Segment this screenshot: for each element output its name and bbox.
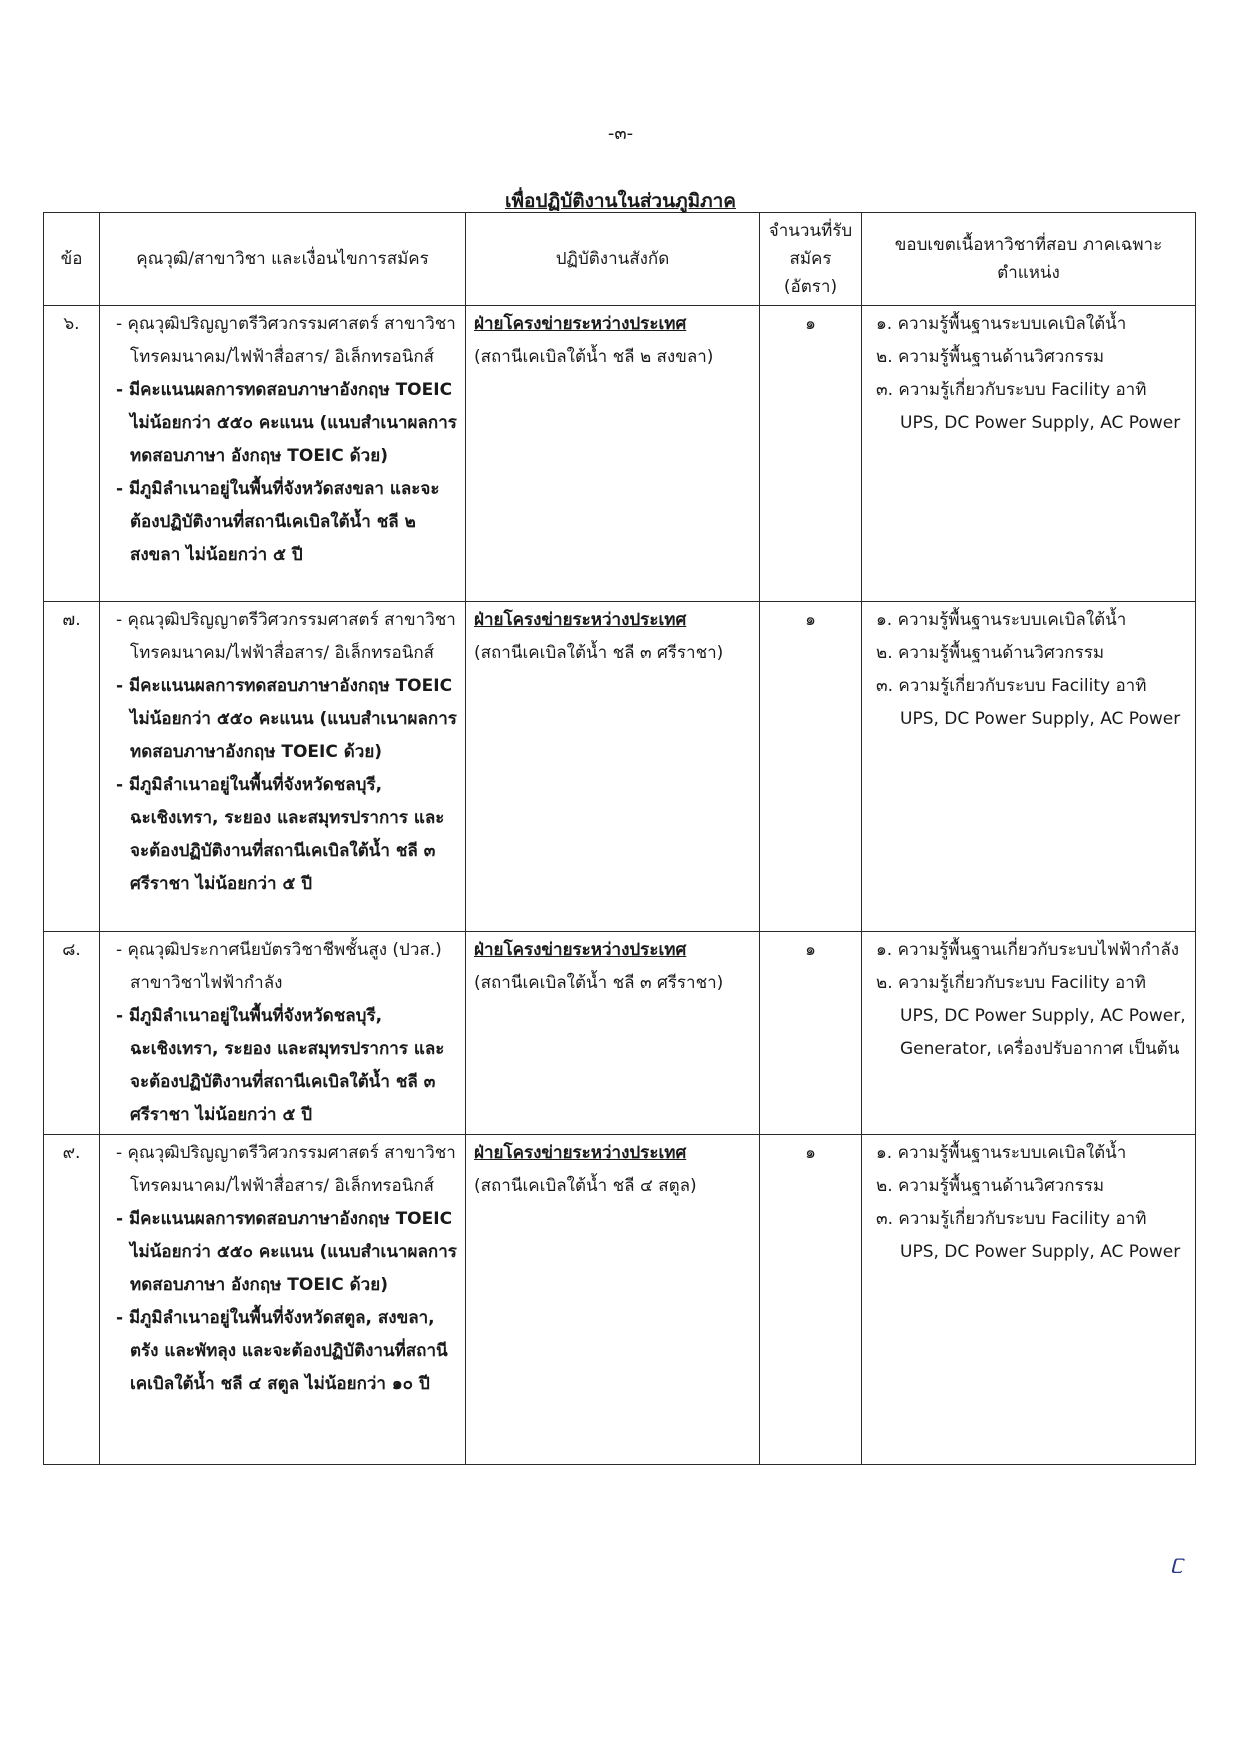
position-count: ๑ — [760, 932, 862, 1135]
requirement-item: - มีคะแนนผลการทดสอบภาษาอังกฤษ TOEIC ไม่น้อยกว่า ๕๕๐ คะแนน (แนบสำเนาผลการทดสอบภาษา อังกฤษ TOEIC ด้วย) — [116, 1209, 457, 1295]
unit-name: ฝ่ายโครงข่ายระหว่างประเทศ — [474, 940, 687, 960]
requirement-item: - คุณวุฒิประกาศนียบัตรวิชาชีพชั้นสูง (ปวส.) สาขาวิชาไฟฟ้ากำลัง — [116, 940, 442, 993]
unit-cell — [466, 932, 760, 1135]
scope-item: ๑. ความรู้พื้นฐานระบบเคเบิลใต้น้ำ — [876, 314, 1127, 334]
table-header-row — [44, 213, 1196, 306]
header-no: ข้อ — [44, 213, 100, 306]
requirements-cell — [100, 602, 466, 932]
requirement-item: - คุณวุฒิปริญญาตรีวิศวกรรมศาสตร์ สาขาวิชาโทรคมนาคม/ไฟฟ้าสื่อสาร/ อิเล็กทรอนิกส์ — [116, 610, 456, 663]
requirement-item: - คุณวุฒิปริญญาตรีวิศวกรรมศาสตร์ สาขาวิชาโทรคมนาคม/ไฟฟ้าสื่อสาร/ อิเล็กทรอนิกส์ — [116, 314, 456, 367]
scope-item: ๒. ความรู้พื้นฐานด้านวิศวกรรม — [876, 643, 1105, 663]
unit-cell — [466, 602, 760, 932]
position-count: ๑ — [760, 602, 862, 932]
positions-table — [43, 212, 1196, 1465]
station-name: (สถานีเคเบิลใต้น้ำ ชลี ๓ ศรีราชา) — [474, 973, 724, 993]
scope-item: ๓. ความรู้เกี่ยวกับระบบ Facility อาทิ UPS, DC Power Supply, AC Power — [876, 1209, 1181, 1262]
scope-item: ๑. ความรู้พื้นฐานระบบเคเบิลใต้น้ำ — [876, 610, 1127, 630]
requirement-item: - มีภูมิลำเนาอยู่ในพื้นที่จังหวัดชลบุรี, ฉะเชิงเทรา, ระยอง และสมุทรปราการ และจะต้องปฏิบัติงานที่สถานีเคเบิลใต้น้ำ ชลี ๓ ศรีราชา ไม่น้อยกว่า ๕ ปี — [116, 775, 445, 894]
row-number: ๗. — [44, 602, 100, 932]
unit-name: ฝ่ายโครงข่ายระหว่างประเทศ — [474, 1143, 687, 1163]
header-unit: ปฏิบัติงานสังกัด — [466, 213, 760, 306]
position-count: ๑ — [760, 306, 862, 602]
requirements-cell — [100, 1135, 466, 1465]
scope-item: ๑. ความรู้พื้นฐานระบบเคเบิลใต้น้ำ — [876, 1143, 1127, 1163]
station-name: (สถานีเคเบิลใต้น้ำ ชลี ๒ สงขลา) — [474, 347, 714, 367]
scope-item: ๒. ความรู้เกี่ยวกับระบบ Facility อาทิ UPS, DC Power Supply, AC Power, Generator, เครื่องปรับอากาศ เป็นต้น — [876, 973, 1186, 1059]
scope-cell — [862, 932, 1196, 1135]
signature-mark: ᥴ — [1170, 1550, 1183, 1580]
row-number: ๙. — [44, 1135, 100, 1465]
unit-cell — [466, 306, 760, 602]
unit-name: ฝ่ายโครงข่ายระหว่างประเทศ — [474, 610, 687, 630]
requirements-cell — [100, 306, 466, 602]
unit-cell — [466, 1135, 760, 1465]
header-qualification: คุณวุฒิ/สาขาวิชา และเงื่อนไขการสมัคร — [100, 213, 466, 306]
table-row — [44, 602, 1196, 932]
section-title: เพื่อปฏิบัติงานในส่วนภูมิภาค — [504, 190, 737, 212]
row-number: ๘. — [44, 932, 100, 1135]
scope-item: ๑. ความรู้พื้นฐานเกี่ยวกับระบบไฟฟ้ากำลัง — [876, 940, 1180, 960]
scope-item: ๒. ความรู้พื้นฐานด้านวิศวกรรม — [876, 1176, 1105, 1196]
station-name: (สถานีเคเบิลใต้น้ำ ชลี ๔ สตูล) — [474, 1176, 697, 1196]
page-number: -๓- — [607, 123, 634, 144]
requirement-item: - มีภูมิลำเนาอยู่ในพื้นที่จังหวัดสตูล, สงขลา, ตรัง และพัทลุง และจะต้องปฏิบัติงานที่สถานีเคเบิลใต้น้ำ ชลี ๔ สตูล ไม่น้อยกว่า ๑๐ ปี — [116, 1308, 448, 1394]
station-name: (สถานีเคเบิลใต้น้ำ ชลี ๓ ศรีราชา) — [474, 643, 724, 663]
row-number: ๖. — [44, 306, 100, 602]
table-row — [44, 306, 1196, 602]
scope-item: ๓. ความรู้เกี่ยวกับระบบ Facility อาทิ UPS, DC Power Supply, AC Power — [876, 380, 1181, 433]
requirement-item: - มีภูมิลำเนาอยู่ในพื้นที่จังหวัดชลบุรี, ฉะเชิงเทรา, ระยอง และสมุทรปราการ และจะต้องปฏิบัติงานที่สถานีเคเบิลใต้น้ำ ชลี ๓ ศรีราชา ไม่น้อยกว่า ๕ ปี — [116, 1006, 445, 1125]
scope-cell — [862, 306, 1196, 602]
scope-cell — [862, 1135, 1196, 1465]
scope-item: ๓. ความรู้เกี่ยวกับระบบ Facility อาทิ UPS, DC Power Supply, AC Power — [876, 676, 1181, 729]
requirement-item: - มีคะแนนผลการทดสอบภาษาอังกฤษ TOEIC ไม่น้อยกว่า ๕๕๐ คะแนน (แนบสำเนาผลการทดสอบภาษาอังกฤษ TOEIC ด้วย) — [116, 676, 457, 762]
requirement-item: - คุณวุฒิปริญญาตรีวิศวกรรมศาสตร์ สาขาวิชาโทรคมนาคม/ไฟฟ้าสื่อสาร/ อิเล็กทรอนิกส์ — [116, 1143, 456, 1196]
table-row — [44, 932, 1196, 1135]
requirement-item: - มีคะแนนผลการทดสอบภาษาอังกฤษ TOEIC ไม่น้อยกว่า ๕๕๐ คะแนน (แนบสำเนาผลการทดสอบภาษา อังกฤษ TOEIC ด้วย) — [116, 380, 457, 466]
unit-name: ฝ่ายโครงข่ายระหว่างประเทศ — [474, 314, 687, 334]
header-scope: ขอบเขตเนื้อหาวิชาที่สอบ ภาคเฉพาะตำแหน่ง — [862, 213, 1196, 306]
requirement-item: - มีภูมิลำเนาอยู่ในพื้นที่จังหวัดสงขลา และจะต้องปฏิบัติงานที่สถานีเคเบิลใต้น้ำ ชลี ๒ สงขลา ไม่น้อยกว่า ๕ ปี — [116, 479, 440, 565]
header-count: จำนวนที่รับสมัคร (อัตรา) — [760, 213, 862, 306]
scope-item: ๒. ความรู้พื้นฐานด้านวิศวกรรม — [876, 347, 1105, 367]
scope-cell — [862, 602, 1196, 932]
table-row — [44, 1135, 1196, 1465]
requirements-cell — [100, 932, 466, 1135]
position-count: ๑ — [760, 1135, 862, 1465]
